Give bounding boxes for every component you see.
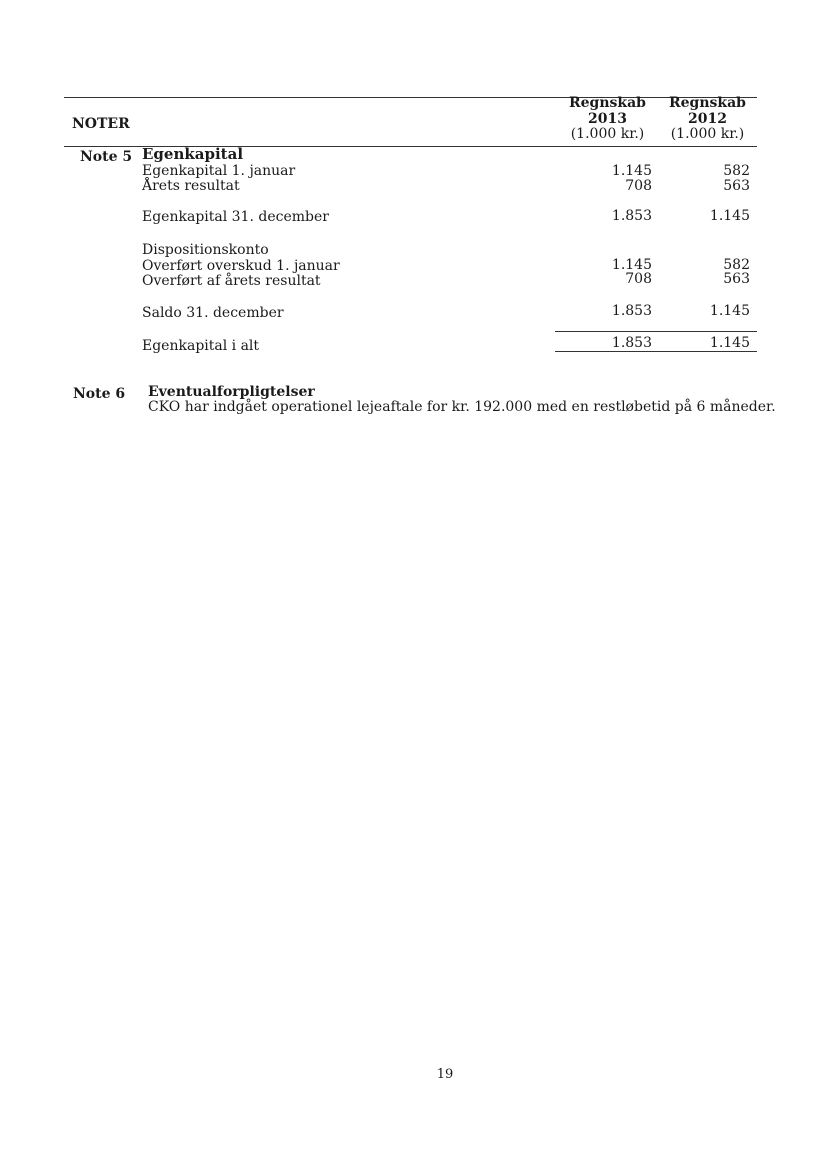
dispositions-row-2013: 1.145: [611, 257, 652, 273]
col-2013-unit: (1.000 kr.): [570, 126, 645, 142]
note5-title: Egenkapital: [142, 145, 244, 163]
note5-row-label: Egenkapital 1. januar: [142, 163, 296, 179]
note5-row-2012: 1.145: [709, 208, 750, 224]
dispositions-row-2012: 1.145: [709, 303, 750, 319]
note5-row-2012: 563: [723, 178, 750, 194]
dispositions-row-2013: 708: [625, 271, 652, 287]
dispositions-row-2013: 1.853: [611, 303, 652, 319]
note5-row-label: Årets resultat: [142, 178, 240, 194]
total-2013: 1.853: [611, 335, 652, 351]
noter-heading: NOTER: [72, 116, 130, 132]
total-label: Egenkapital i alt: [142, 338, 260, 354]
dispositions-row-label: Saldo 31. december: [142, 305, 284, 321]
note5-row-2013: 1.145: [611, 163, 652, 179]
col-2012-title: Regnskab: [669, 95, 746, 111]
dispositions-row-2012: 582: [723, 257, 750, 273]
note6-text: CKO har indgået operationel lejeaftale for kr. 192.000 med en restløbetid på 6 måneder.: [148, 399, 776, 415]
total-top-rule: [555, 331, 757, 332]
dispositions-row-label: Overført af årets resultat: [142, 273, 321, 289]
dispositions-row-label: Overført overskud 1. januar: [142, 258, 340, 274]
col-2012-unit: (1.000 kr.): [670, 126, 745, 142]
note5-label: Note 5: [80, 149, 133, 165]
note5-row-2013: 708: [625, 178, 652, 194]
col-2013-title: Regnskab: [569, 95, 646, 111]
page-number: 19: [436, 1067, 454, 1082]
dispositionskonto-title: Dispositionskonto: [142, 242, 269, 258]
total-bottom-rule: [555, 351, 757, 352]
note5-row-2012: 582: [723, 163, 750, 179]
note5-row-label: Egenkapital 31. december: [142, 209, 329, 225]
total-2012: 1.145: [709, 335, 750, 351]
note5-row-2013: 1.853: [611, 208, 652, 224]
col-2013-year: 2013: [588, 111, 627, 127]
note6-title: Eventualforpligtelser: [148, 384, 315, 400]
col-2012-year: 2012: [688, 111, 727, 127]
dispositions-row-2012: 563: [723, 271, 750, 287]
note6-label: Note 6: [73, 386, 126, 402]
